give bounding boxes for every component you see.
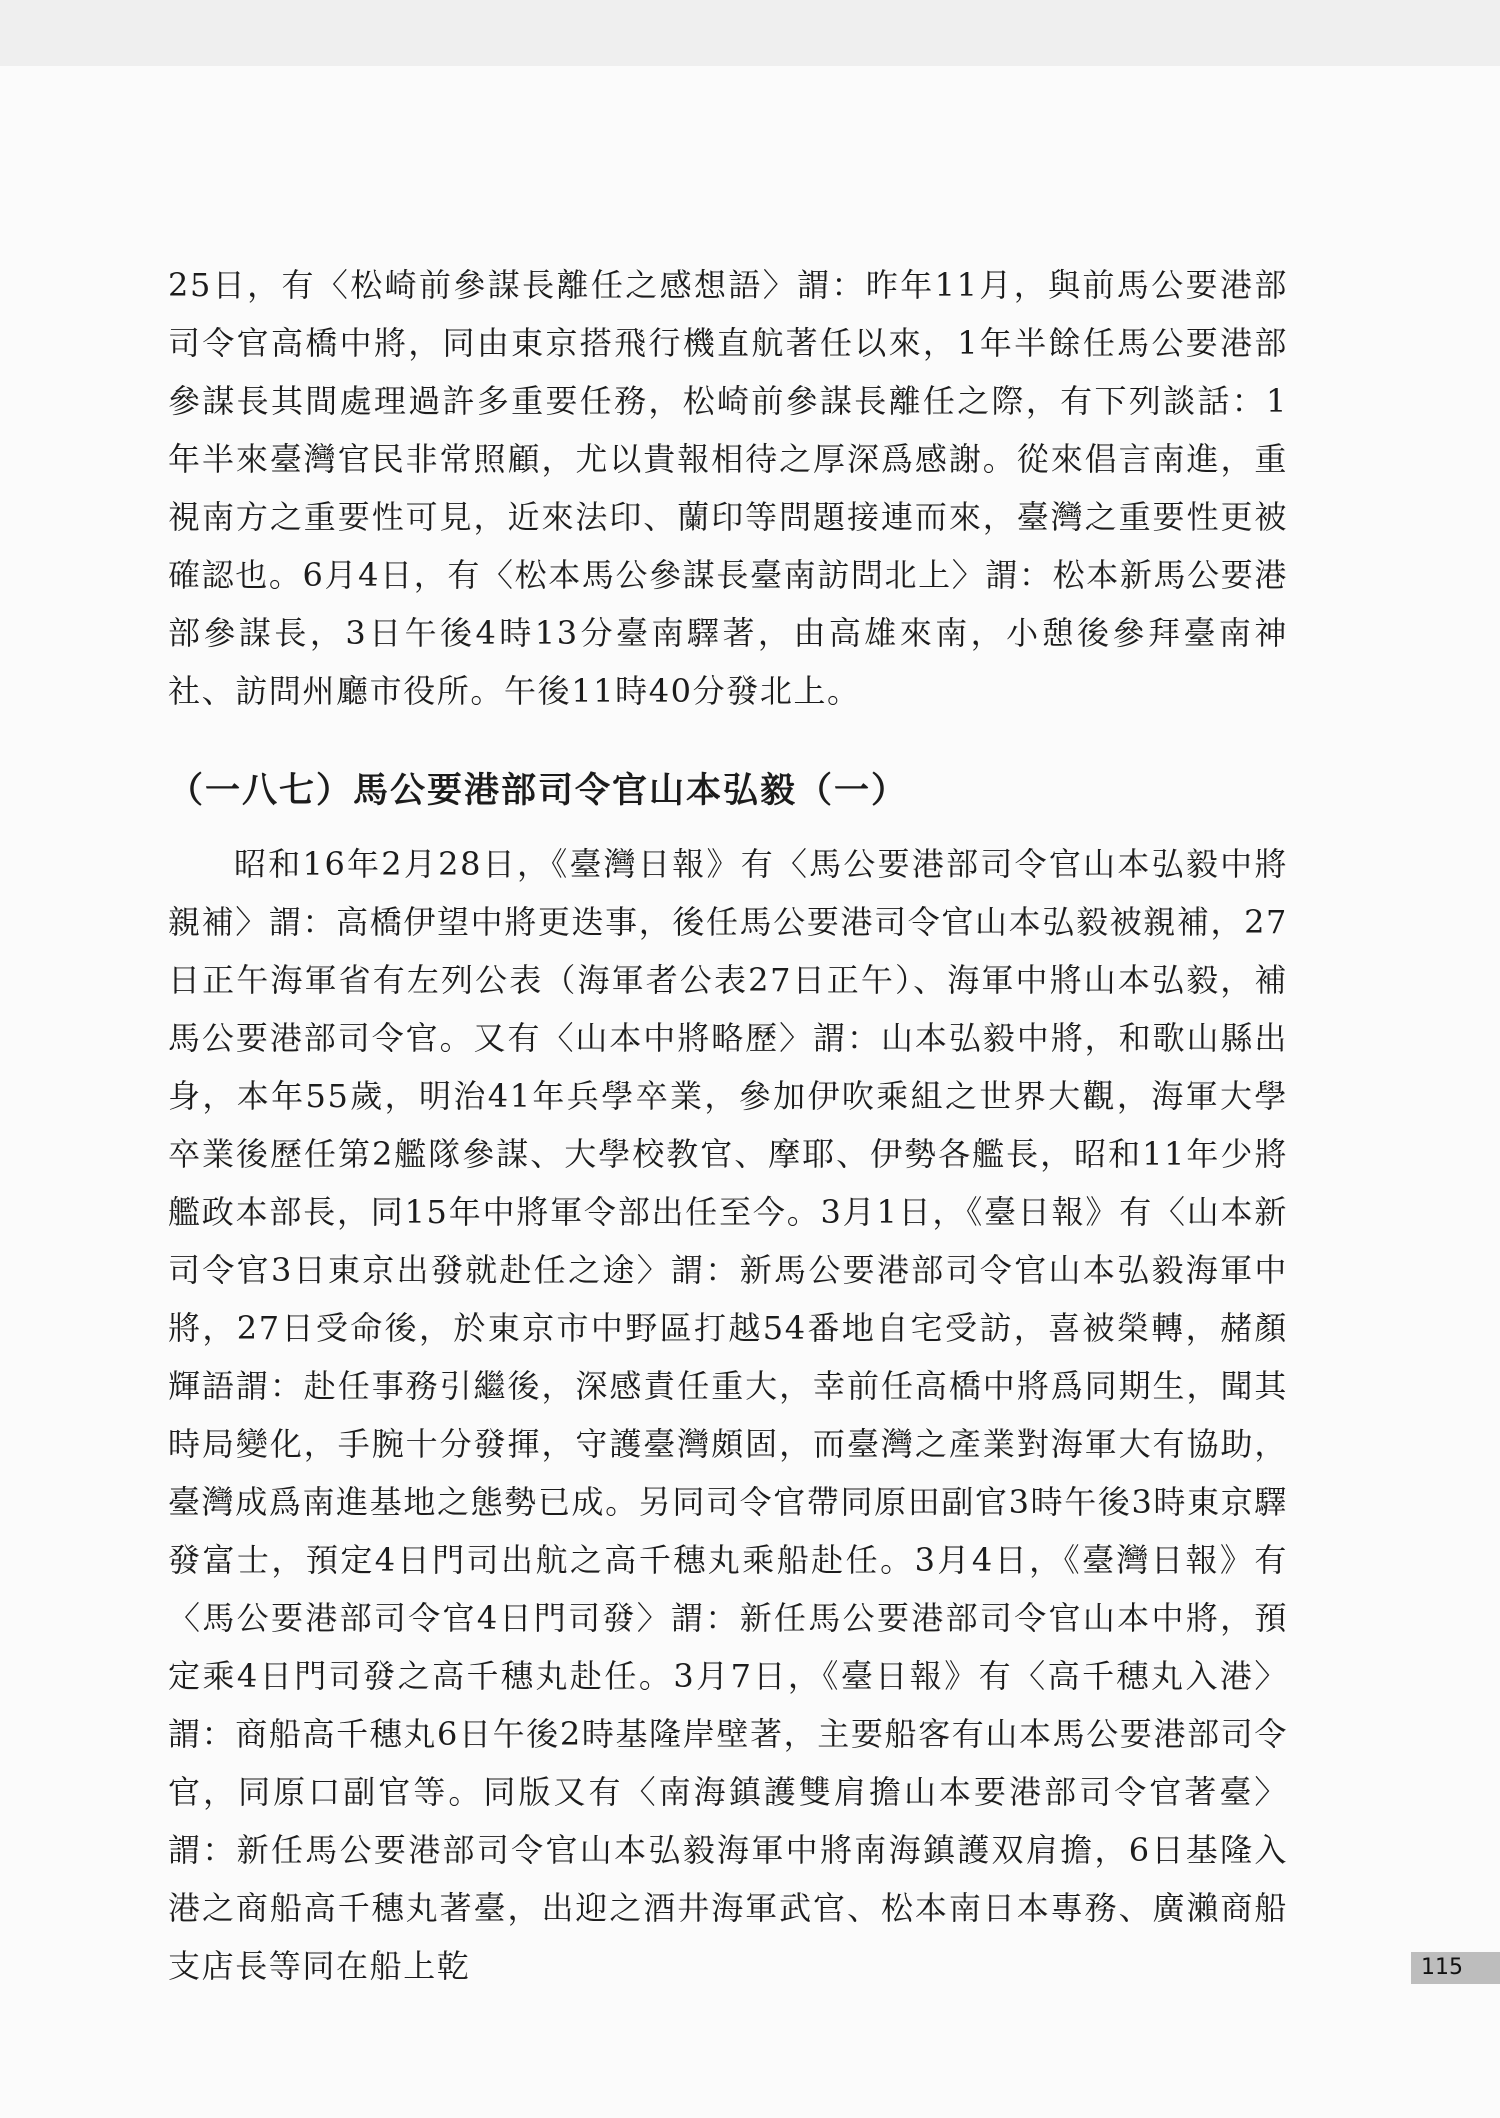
section-body-text <box>168 835 1288 1995</box>
scan-top-margin <box>0 0 1500 66</box>
page-number: 115 <box>1411 1952 1500 1984</box>
body-paragraph: 昭和16年2月28日，《臺灣日報》有〈馬公要港部司令官山本弘毅中將親補〉謂：高橋伊望中將更迭事，後任馬公要港司令官山本弘毅被親補，27日正午海軍省有左列公表（海軍者公表27日正午）、海軍中將山本弘毅，補馬公要港部司令官。又有〈山本中將略歷〉謂：山本弘毅中將，和歌山縣出身，本年55歲，明治41年兵學卒業，參加伊吹乘組之世界大觀，海軍大學卒業後歷任第2艦隊參謀、大學校教官、摩耶、伊勢各艦長，昭和11年少將艦政本部長，同15年中將軍令部出任至今。3月1日，《臺日報》有〈山本新司令官3日東京出發就赴任之途〉謂：新馬公要港部司令官山本弘毅海軍中將，27日受命後，於東京市中野區打越54番地自宅受訪，喜被榮轉，赭顏輝語謂：赴任事務引繼後，深感責任重大，幸前任高橋中將爲同期生，聞其時局變化，手腕十分發揮，守護臺灣頗固，而臺灣之產業對海軍大有協助，臺灣成爲南進基地之態勢已成。另同司令官帶同原田副官3時午後3時東京驛發富士，預定4日門司出航之高千穗丸乘船赴任。3月4日，《臺灣日報》有〈馬公要港部司令官4日門司發〉謂：新任馬公要港部司令官山本中將，預定乘4日門司發之高千穗丸赴任。3月7日，《臺日報》有〈高千穗丸入港〉謂：商船高千穗丸6日午後2時基隆岸壁著，主要船客有山本馬公要港部司令官，同原口副官等。同版又有〈南海鎮護雙肩擔山本要港部司令官著臺〉謂：新任馬公要港部司令官山本弘毅海軍中將南海鎮護双肩擔，6日基隆入港之商船高千穗丸著臺，出迎之酒井海軍武官、松本南日本專務、廣瀨商船支店長等同在船上乾 <box>168 845 1288 1985</box>
previous-section-text <box>168 256 1288 720</box>
section-heading: （一八七）馬公要港部司令官山本弘毅（一） <box>168 771 909 811</box>
body-paragraph: 25日，有〈松崎前參謀長離任之感想語〉謂：昨年11月，與前馬公要港部司令官高橋中將，同由東京搭飛行機直航著任以來，1年半餘任馬公要港部參謀長其間處理過許多重要任務，松崎前參謀長離任之際，有下列談話：1年半來臺灣官民非常照顧，尤以貴報相待之厚深爲感謝。從來倡言南進，重視南方之重要性可見，近來法印、蘭印等問題接連而來，臺灣之重要性更被確認也。6月4日，有〈松本馬公參謀長臺南訪問北上〉謂：松本新馬公要港部參謀長，3日午後4時13分臺南驛著，由高雄來南，小憩後參拜臺南神社、訪問州廳市役所。午後11時40分發北上。 <box>168 266 1288 710</box>
